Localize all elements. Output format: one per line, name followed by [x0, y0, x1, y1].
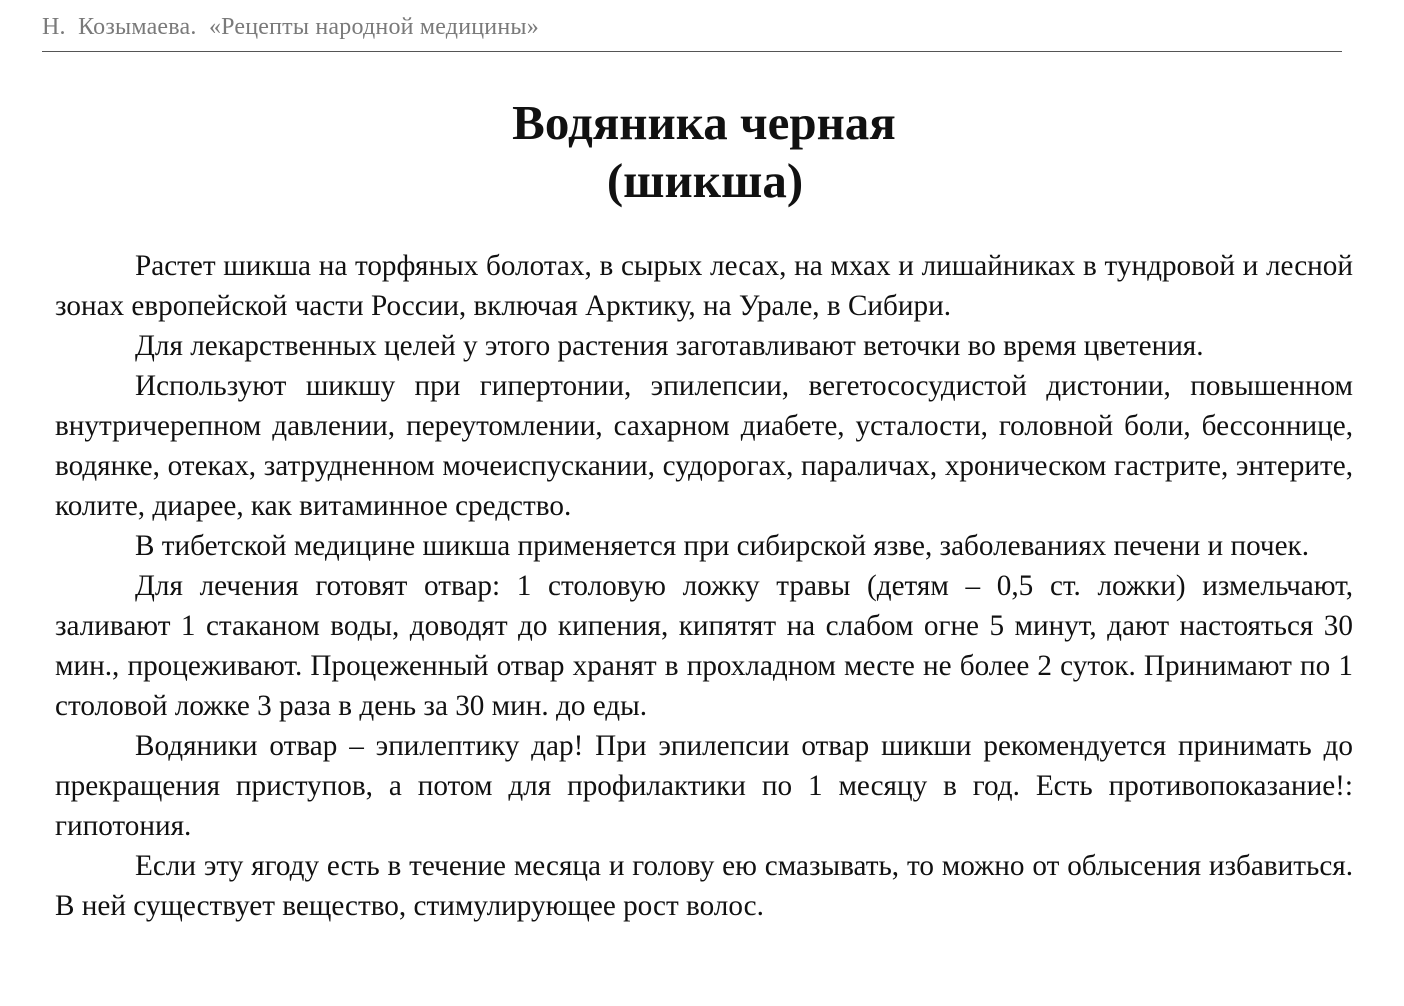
- paragraph-habitat: Растет шикша на торфяных болотах, в сырых лесах, на мхах и лишайниках в тундровой и лесной зонах европейской части России, включая Арктику, на Урале, в Сибири.: [55, 250, 1353, 322]
- paragraph-harvesting: Для лекарственных целей у этого растения заготавливают веточки во время цветения.: [135, 330, 1204, 362]
- paragraph-indications: Используют шикшу при гипертонии, эпилепсии, вегетососудистой дистонии, повышенном внутричерепном давлении, переутомлении, сахарном диабете, усталости, головной боли, бессоннице, водянке, отеках, затрудненном мочеиспускании, судорогах, параличах, хроническом гастрите, энтерите, колите, диарее, как витаминное средство.: [55, 370, 1353, 522]
- article-body: [55, 246, 1353, 926]
- paragraph-hair-loss: Если эту ягоду есть в течение месяца и голову ею смазывать, то можно от облысения избавиться. В ней существует вещество, стимулирующее рост волос.: [55, 850, 1353, 922]
- paragraph-epilepsy: Водяники отвар – эпилептику дар! При эпилепсии отвар шикши рекомендуется принимать до прекращения приступов, а потом для профилактики по 1 месяцу в год. Есть противопоказание!: гипотония.: [55, 730, 1353, 842]
- paragraph-decoction-recipe: Для лечения готовят отвар: 1 столовую ложку травы (детям – 0,5 ст. ложки) измельчают, заливают 1 стаканом воды, доводят до кипения, кипятят на слабом огне 5 минут, дают настояться 30 мин., процеживают. Процеженный отвар хранят в прохладном месте не более 2 суток. Принимают по 1 столовой ложке 3 раза в день за 30 мин. до еды.: [55, 570, 1353, 722]
- running-header-title: Н. Козымаева. «Рецепты народной медицины»: [42, 14, 539, 40]
- article-title-line-2: (шикша): [606, 153, 804, 208]
- running-header: [42, 12, 1342, 52]
- article-title: [0, 94, 1404, 210]
- paragraph-tibetan-medicine: В тибетской медицине шикша применяется при сибирской язве, заболеваниях печени и почек.: [135, 530, 1310, 562]
- article-title-line-1: Водяника черная: [512, 95, 896, 150]
